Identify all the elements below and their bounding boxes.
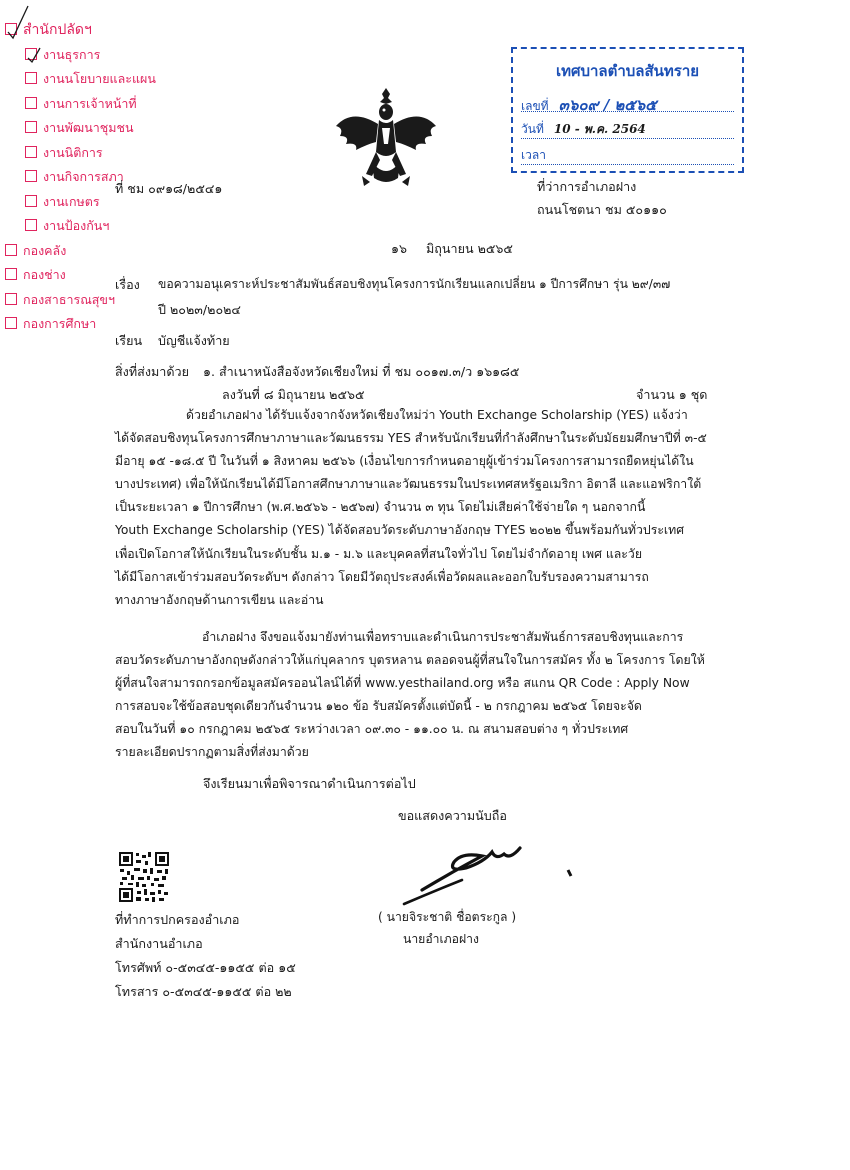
- signature-icon: [392, 822, 592, 912]
- routing-sub-item[interactable]: งานพัฒนาชุมชน: [5, 116, 156, 141]
- checkbox-icon[interactable]: [25, 219, 37, 231]
- letter-date-day: ๑๖: [391, 241, 407, 256]
- checkbox-icon[interactable]: [5, 268, 17, 280]
- stamp-time-label: เวลา: [521, 148, 546, 162]
- body-paragraph-2: [115, 626, 721, 765]
- routing-sub-item[interactable]: งานธุรการ: [5, 43, 156, 68]
- stamp-number-label: เลขที่: [521, 99, 549, 113]
- routing-sub-item[interactable]: งานกิจการสภา: [5, 165, 156, 190]
- routing-header[interactable]: สำนักปลัดฯ: [5, 18, 156, 43]
- paragraph-line: เป็นระยะเวลา ๑ ปีการศึกษา (พ.ศ.๒๕๖๖ - ๒๕๖๗) จำนวน ๓ ทุน โดยไม่เสียค่าใช้จ่ายใด ๆ นอกจากนี้: [115, 500, 646, 515]
- stamp-date-value: 10 - พ.ค. 2564: [553, 122, 646, 136]
- routing-sub-item[interactable]: งานนิติการ: [5, 141, 156, 166]
- checkbox-icon[interactable]: [25, 146, 37, 158]
- paragraph-line: สอบวัดระดับภาษาอังกฤษดังกล่าวให้แก่บุคลากร บุตรหลาน ตลอดจนผู้ที่สนใจในการสมัคร ทั้ง ๒ โครงการ โดยให้: [115, 653, 705, 668]
- enclosure-line-2: ลงวันที่ ๘ มิถุนายน ๒๕๖๕: [222, 387, 365, 402]
- checkbox-icon[interactable]: [25, 195, 37, 207]
- paragraph-line: การสอบจะใช้ข้อสอบชุดเดียวกันจำนวน ๑๒๐ ข้อ รับสมัครตั้งแต่บัดนี้ - ๒ กรกฎาคม ๒๕๖๕ โดยจะจัด: [115, 699, 642, 714]
- checkbox-icon[interactable]: [25, 72, 37, 84]
- paragraph-line: อำเภอฝาง จึงขอแจ้งมายังท่านเพื่อทราบและดำเนินการประชาสัมพันธ์การสอบชิงทุนและการ: [202, 630, 684, 644]
- receiving-stamp: [511, 47, 744, 173]
- enclosure-quantity: จำนวน ๑ ชุด: [636, 387, 708, 402]
- paragraph-line: ด้วยอำเภอฝาง ได้รับแจ้งจากจังหวัดเชียงใหม่ว่า Youth Exchange Scholarship (YES) แจ้งว่า: [186, 408, 688, 422]
- footer-office-line1: ที่ทำการปกครองอำเภอ: [115, 912, 240, 927]
- stamp-number-row: [521, 93, 734, 112]
- check-mark-icon: [2, 2, 42, 72]
- paragraph-line: สอบในวันที่ ๑๐ กรกฎาคม ๒๕๖๕ ระหว่างเวลา ๐๙.๓๐ - ๑๑.๐๐ น. ณ สนามสอบต่าง ๆ ทั่วประเทศ: [115, 722, 629, 737]
- to-value: บัญชีแจ้งท้าย: [158, 333, 230, 348]
- body-paragraph-1: [115, 404, 721, 612]
- paragraph-line: ได้มีโอกาสเข้าร่วมสอบวัดระดับฯ ดังกล่าว โดยมีวัตถุประสงค์เพื่อวัดผลและออกใบรับรองความสามารถ: [115, 569, 649, 584]
- subject-label: เรื่อง: [115, 277, 140, 292]
- subject-line-2: ปี ๒๐๒๓/๒๐๒๔: [158, 302, 241, 317]
- office-address-line1: ที่ว่าการอำเภอฝาง: [537, 179, 637, 194]
- reference-number: ที่ ชม ๐๙๑๘/๒๕๔๑: [115, 181, 223, 196]
- routing-sub-item[interactable]: งานการเจ้าหน้าที่: [5, 92, 156, 117]
- paragraph-line: ผู้ที่สนใจสามารถกรอกข้อมูลสมัครออนไลน์ได้ที่ www.yesthailand.org หรือ สแกน QR Code : Apply Now: [115, 676, 690, 691]
- paragraph-line: บางประเทศ) เพื่อให้นักเรียนได้มีโอกาสศึกษาภาษาและวัฒนธรรมในประเทศสหรัฐอเมริกา อิตาลี และแอฟริกาใต้: [115, 477, 702, 492]
- signer-name: ( นายจิระชาติ ชื่อตระกูล ): [378, 910, 517, 924]
- checkbox-icon[interactable]: [25, 97, 37, 109]
- garuda-emblem-icon: [332, 82, 440, 194]
- signer-title: นายอำเภอฝาง: [403, 932, 479, 946]
- routing-sub-item[interactable]: งานป้องกันฯ: [5, 214, 156, 239]
- enclosure-label: สิ่งที่ส่งมาด้วย: [115, 364, 189, 379]
- paragraph-line: เพื่อเปิดโอกาสให้นักเรียนในระดับชั้น ม.๑ - ม.๖ และบุคคลที่สนใจทั่วไป โดยไม่จำกัดอายุ เพศ และวัย: [115, 546, 643, 561]
- paragraph-line: ทางภาษาอังกฤษด้านการเขียน และอ่าน: [115, 592, 324, 607]
- checkbox-icon[interactable]: [25, 170, 37, 182]
- routing-sub-item[interactable]: งานเกษตร: [5, 190, 156, 215]
- subject-line-1: ขอความอนุเคราะห์ประชาสัมพันธ์สอบชิงทุนโครงการนักเรียนแลกเปลี่ยน ๑ ปีการศึกษา รุ่น ๒๙/๓๗: [158, 277, 671, 291]
- paragraph-line: Youth Exchange Scholarship (YES) ได้จัดสอบวัดระดับภาษาอังกฤษ TYES ๒๐๒๒ ขึ้นพร้อมกันทั่วประเทศ: [115, 523, 685, 538]
- stamp-time-row: [521, 146, 734, 165]
- footer-fax: โทรสาร ๐-๕๓๔๕-๑๑๕๕ ต่อ ๒๒: [115, 984, 292, 999]
- qr-code-icon[interactable]: [118, 851, 170, 903]
- routing-division[interactable]: กองสาธารณสุขฯ: [5, 288, 156, 313]
- stamp-date-row: [521, 120, 734, 139]
- paragraph-line: มีอายุ ๑๕ -๑๘.๕ ปี ในวันที่ ๑ สิงหาคม ๒๕๖๖ (เงื่อนไขการกำหนดอายุผู้เข้าร่วมโครงการสามารถยืดหยุ่นได้ใน: [115, 454, 694, 469]
- stamp-date-label: วันที่: [521, 122, 544, 136]
- closing-statement: จึงเรียนมาเพื่อพิจารณาดำเนินการต่อไป: [203, 776, 416, 791]
- footer-office-line2: สำนักงานอำเภอ: [115, 936, 203, 951]
- checkbox-icon[interactable]: [5, 244, 17, 256]
- regards: ขอแสดงความนับถือ: [398, 808, 507, 823]
- routing-sub-item[interactable]: งานนโยบายและแผน: [5, 67, 156, 92]
- routing-division[interactable]: กองการศึกษา: [5, 312, 156, 337]
- paragraph-line: ได้จัดสอบชิงทุนโครงการศึกษาภาษาและวัฒนธรรม YES สำหรับนักเรียนที่กำลังศึกษาในระดับมัธยมศึกษาปีที่ ๓-๕: [115, 431, 707, 446]
- footer-phone: โทรศัพท์ ๐-๕๓๔๕-๑๑๕๕ ต่อ ๑๕: [115, 960, 296, 975]
- office-address-line2: ถนนโชตนา ชม ๕๐๑๑๐: [537, 202, 667, 217]
- letter-date: มิถุนายน ๒๕๖๕: [426, 241, 513, 256]
- paragraph-line: รายละเอียดปรากฏตามสิ่งที่ส่งมาด้วย: [115, 745, 309, 760]
- to-label: เรียน: [115, 333, 143, 348]
- checkbox-icon[interactable]: [5, 293, 17, 305]
- stamp-number-value: ๓๖๐๙ / ๒๕๖๕: [558, 96, 657, 114]
- checkbox-icon[interactable]: [25, 121, 37, 133]
- routing-division[interactable]: กองช่าง: [5, 263, 156, 288]
- enclosure-line-1: ๑. สำเนาหนังสือจังหวัดเชียงใหม่ ที่ ชม ๐๐๑๗.๓/ว ๑๖๑๘๕: [203, 364, 520, 379]
- checkbox-icon[interactable]: [5, 317, 17, 329]
- stamp-title: เทศบาลตำบลสันทราย: [555, 62, 700, 80]
- routing-division[interactable]: กองคลัง: [5, 239, 156, 264]
